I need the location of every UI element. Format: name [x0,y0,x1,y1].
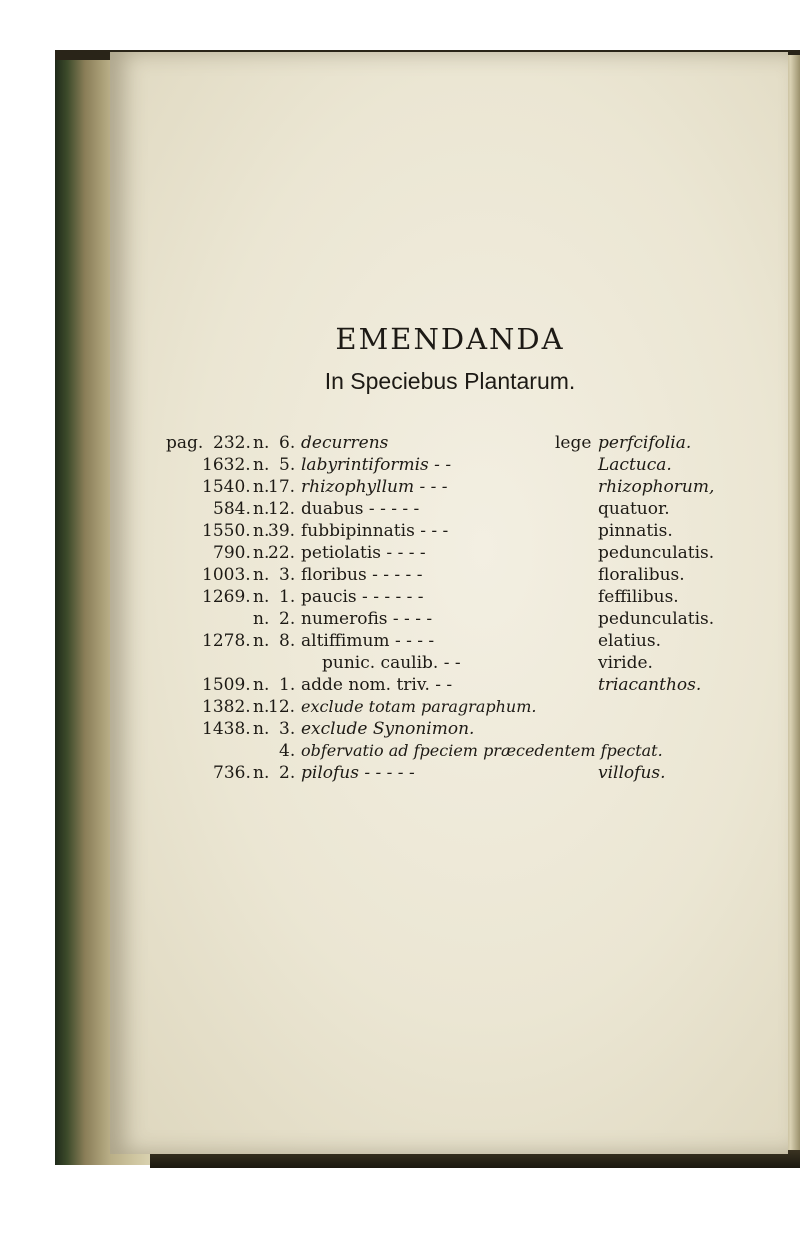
line-number: 4. [279,741,296,761]
errata-row [0,477,800,497]
erratum-text: floribus - - - - - [301,565,423,585]
erratum-text: exclude totam paragraphum. [301,697,537,716]
correction-text: pedunculatis. [598,543,715,563]
erratum-text: obfervatio ad fpeciem præcedentem fpectat. [301,741,663,760]
errata-row [0,719,800,739]
line-number: 3. [279,719,296,739]
errata-row [0,653,800,673]
line-number: 39. [268,521,296,541]
note-abbrev: n. [253,433,270,453]
erratum-text: numerofis - - - - [301,609,433,629]
erratum-text: punic. caulib. - - [322,653,461,673]
erratum-text: duabus - - - - - [301,499,420,519]
errata-row [0,741,800,761]
errata-row [0,697,800,717]
errata-row [0,675,800,695]
page-number: 1278. [202,631,251,651]
page-number: 1438. [202,719,251,739]
correction-text: viride. [598,653,653,673]
page-number: 1550. [202,521,251,541]
note-abbrev: n. [253,521,270,541]
note-abbrev: n. [253,697,270,717]
correction-text: rhizophorum, [598,477,715,497]
errata-row [0,763,800,783]
page-number: 584. [213,499,251,519]
errata-row [0,631,800,651]
note-abbrev: n. [253,565,270,585]
lege-word: lege [555,433,592,453]
page-number: 232. [213,433,251,453]
errata-row [0,587,800,607]
line-number: 2. [279,763,296,783]
line-number: 1. [279,587,296,607]
correction-text: feffilibus. [598,587,679,607]
note-abbrev: n. [253,675,270,695]
line-number: 22. [268,543,296,563]
erratum-text: exclude Synonimon. [301,719,475,739]
correction-text: villofus. [598,763,666,783]
errata-row [0,455,800,475]
erratum-text: paucis - - - - - - [301,587,424,607]
page-number: 1003. [202,565,251,585]
correction-text: Lactuca. [598,455,672,475]
page-number: 1632. [202,455,251,475]
note-abbrev: n. [253,455,270,475]
erratum-text: altiffimum - - - - [301,631,435,651]
erratum-text: adde nom. triv. - - [301,675,453,695]
errata-row [0,499,800,519]
page-abbrev: pag. [166,433,204,453]
line-number: 12. [268,697,296,717]
line-number: 2. [279,609,296,629]
erratum-text: pilofus - - - - - [301,763,415,783]
erratum-text: fubbipinnatis - - - [301,521,449,541]
correction-text: perfcifolia. [598,433,692,453]
correction-text: quatuor. [598,499,670,519]
line-number: 17. [268,477,296,497]
note-abbrev: n. [253,587,270,607]
line-number: 5. [279,455,296,475]
page-number: 1509. [202,675,251,695]
note-abbrev: n. [253,719,270,739]
line-number: 3. [279,565,296,585]
errata-row [0,609,800,629]
note-abbrev: n. [253,763,270,783]
page-number: 1382. [202,697,251,717]
correction-text: elatius. [598,631,661,651]
erratum-text: petiolatis - - - - [301,543,426,563]
page-number: 790. [213,543,251,563]
line-number: 8. [279,631,296,651]
note-abbrev: n. [253,543,270,563]
note-abbrev: n. [253,631,270,651]
errata-row [0,433,800,453]
line-number: 1. [279,675,296,695]
subheading: In Speciebus Plantarum. [324,368,576,394]
errata-row [0,565,800,585]
line-number: 12. [268,499,296,519]
correction-text: floralibus. [598,565,685,585]
correction-text: triacanthos. [598,675,702,695]
correction-text: pedunculatis. [598,609,715,629]
erratum-text: decurrens [301,433,389,453]
heading: EMENDANDA [335,322,565,356]
errata-row [0,521,800,541]
errata-row [0,543,800,563]
page-number: 1269. [202,587,251,607]
correction-text: pinnatis. [598,521,673,541]
line-number: 6. [279,433,296,453]
note-abbrev: n. [253,477,270,497]
page-number: 1540. [202,477,251,497]
page-number: 736. [213,763,251,783]
erratum-text: labyrintiformis - - [301,455,452,475]
erratum-text: rhizophyllum - - - [301,477,448,497]
note-abbrev: n. [253,609,270,629]
note-abbrev: n. [253,499,270,519]
